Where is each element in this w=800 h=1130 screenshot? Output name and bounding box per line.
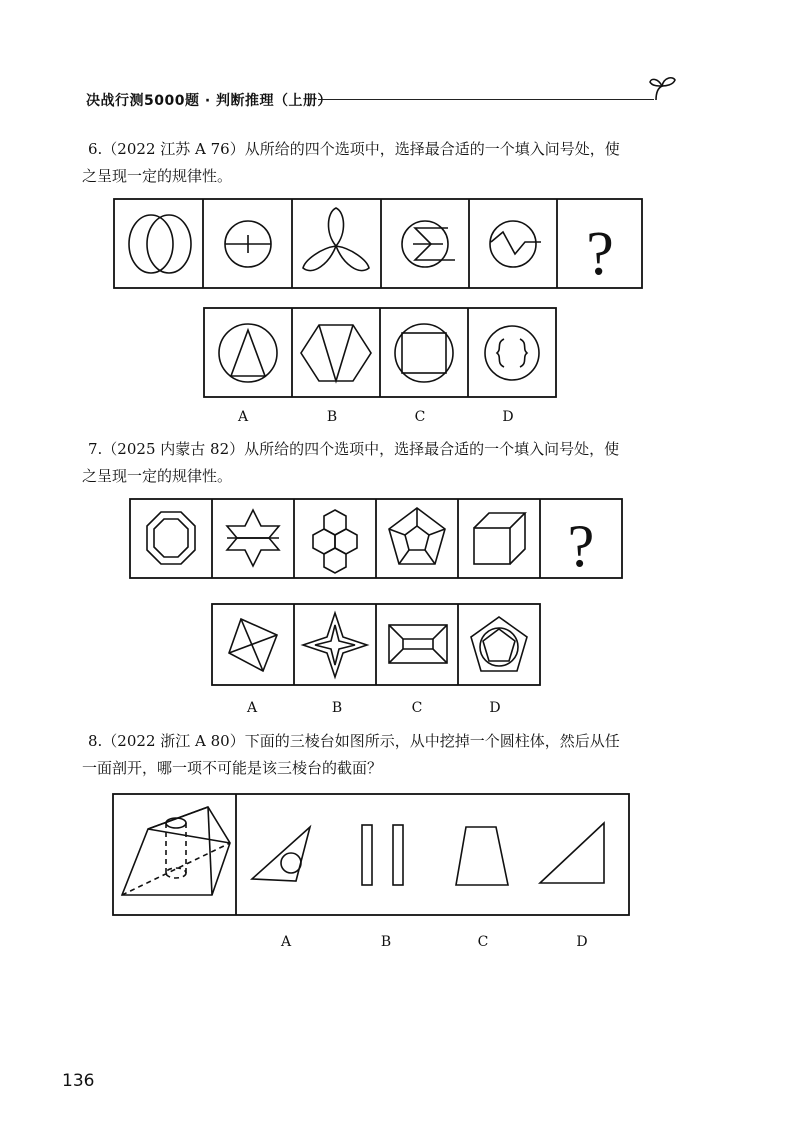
option-a-figure xyxy=(219,324,277,382)
option-c-label[interactable]: C xyxy=(477,934,489,950)
option-d-label[interactable]: D xyxy=(502,409,514,425)
option-c-figure xyxy=(456,827,508,885)
book-title: 决战行测5000题 · 判断推理（上册） xyxy=(86,93,333,109)
figure-circle-cross xyxy=(225,221,271,267)
figure-pentagon-network xyxy=(389,508,445,564)
question-7-stem xyxy=(82,436,688,490)
option-b-figure xyxy=(303,613,367,677)
option-d-figure xyxy=(540,823,604,883)
question-6-options xyxy=(203,307,557,399)
option-b-label[interactable]: B xyxy=(326,409,338,425)
figure-frustum-with-cylinder xyxy=(122,807,230,895)
option-d-figure xyxy=(471,617,527,671)
figure-trefoil xyxy=(303,208,369,271)
option-d-label[interactable]: D xyxy=(576,934,588,950)
figure-hexagon-cluster xyxy=(313,510,357,573)
option-b-label[interactable]: B xyxy=(380,934,392,950)
question-8-stem-line2: 一面剖开，哪一项不可能是该三棱台的截面？ xyxy=(82,759,383,777)
header-rule xyxy=(318,99,654,100)
figure-overlapping-ellipses xyxy=(129,215,191,273)
option-c-label[interactable]: C xyxy=(411,700,423,716)
option-d-label[interactable]: D xyxy=(489,700,501,716)
option-a-figure xyxy=(252,827,310,881)
option-a-figure xyxy=(229,619,277,671)
page-number: 136 xyxy=(62,1071,95,1091)
question-mark: ? xyxy=(586,220,614,288)
figure-circle-sigma xyxy=(402,221,455,267)
option-d-figure xyxy=(485,326,539,380)
question-8-stem-line1: 8.（2022 浙江 A 80）下面的三棱台如图所示，从中挖掉一个圆柱体，然后从任 xyxy=(88,732,620,750)
option-a-label[interactable]: A xyxy=(246,700,258,716)
option-b-label[interactable]: B xyxy=(331,700,343,716)
option-c-figure xyxy=(389,625,447,663)
question-8-stem xyxy=(82,728,688,782)
question-mark: ? xyxy=(567,513,595,579)
question-6-sequence xyxy=(113,198,643,290)
figure-split-hexagram xyxy=(227,510,279,566)
option-b-figure xyxy=(301,325,371,381)
option-c-label[interactable]: C xyxy=(414,409,426,425)
question-7-stem-line2: 之呈现一定的规律性。 xyxy=(82,467,233,485)
option-c-figure xyxy=(395,324,453,382)
question-7-stem-line1: 7.（2025 内蒙古 82）从所给的四个选项中，选择最合适的一个填入问号处，使 xyxy=(88,440,620,458)
sequence-frame xyxy=(114,199,642,288)
option-a-label[interactable]: A xyxy=(237,409,249,425)
option-a-label[interactable]: A xyxy=(280,934,292,950)
sprout-icon xyxy=(648,74,678,102)
question-7-sequence xyxy=(129,498,623,580)
question-7-options xyxy=(211,603,541,687)
question-6-stem-line2: 之呈现一定的规律性。 xyxy=(82,167,233,185)
question-6-stem xyxy=(82,136,688,190)
option-b-figure xyxy=(362,825,403,885)
question-8-figure-panel xyxy=(112,793,630,917)
question-6-stem-line1: 6.（2022 江苏 A 76）从所给的四个选项中，选择最合适的一个填入问号处，使 xyxy=(88,140,620,158)
figure-cube xyxy=(474,513,525,564)
figure-circle-zigzag xyxy=(490,221,541,267)
figure-double-octagon xyxy=(147,512,195,564)
